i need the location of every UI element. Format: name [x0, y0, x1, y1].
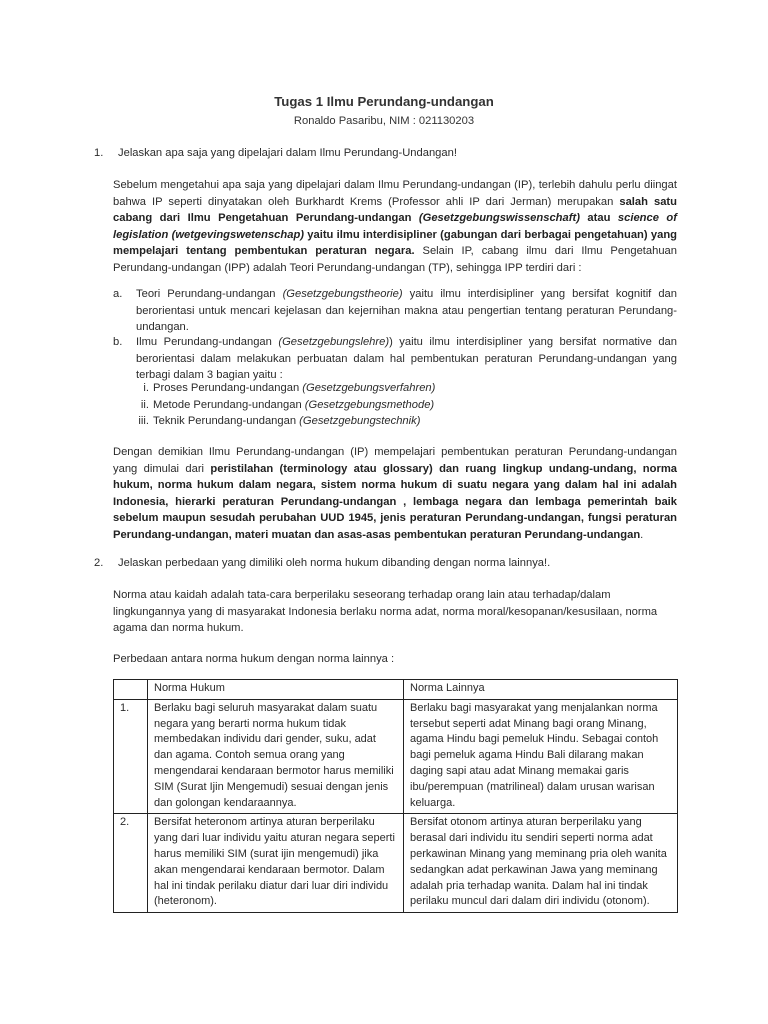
- document-author: Ronaldo Pasaribu, NIM : 021130203: [293, 115, 475, 127]
- bold-text: atau: [579, 212, 618, 224]
- sub-label: i.: [143, 382, 149, 394]
- q1-intro-paragraph: [113, 177, 677, 276]
- q2-table-intro: Perbedaan antara norma hukum dengan norma lainnya :: [113, 653, 395, 665]
- list-label: a.: [113, 288, 123, 300]
- sub-label: ii.: [140, 399, 149, 411]
- table-header-row: [114, 680, 678, 700]
- header-cell: Norma Hukum: [148, 680, 404, 700]
- bold-text: yaitu ilmu interdisipliner (gabungan dari berbagai pengetahuan) yang mempelajari tentang pembentukan peraturan negara.: [113, 228, 677, 257]
- bold-text: peristilahan (terminology atau glossary) dan ruang lingkup undang-undang, norma hukum, norma hukum dalam negara, sistem norma hukum di suatu negara yang dalam hal ini adalah Indonesia, hierarki peraturan Perundang-undangan , lembaga negara dan lembaga pemerintah baik sebelum maupun sesudah perubahan UUD 1945, jenis peraturan Perundang-undangan, fungsi peraturan Perundang-undangan, materi muatan dan asas-asas pembentukan peraturan Perundang-undangan: [113, 462, 678, 541]
- text: Teknik Perundang-undangan: [153, 415, 300, 427]
- sub-item: [123, 413, 420, 430]
- header-cell: [114, 680, 148, 700]
- comparison-table: [113, 679, 678, 913]
- norma-lainnya-cell: Bersifat otonom artinya aturan berperilaku yang berasal dari individu itu sendiri seperti norma adat perkawinan Minang yang meminang pria oleh wanita sedangkan adat perkawinan Jawa yang meminang adalah pria terhadap wanita. Dalam hal ini tindak perilaku muncul dari dalam diri individu (otonom).: [404, 814, 678, 913]
- text: Teori Perundang-undangan: [136, 288, 283, 300]
- italic-text: (Gesetzgebungslehre): [278, 336, 390, 348]
- question-text: Jelaskan apa saja yang dipelajari dalam Ilmu Perundang-Undangan!: [118, 147, 457, 159]
- text: Dengan demikian Ilmu Perundang-undangan (IP) mempelajari pembentukan peraturan Perundang-undangan yang dimulai dari: [113, 446, 677, 475]
- text: Proses Perundang-undangan: [153, 382, 303, 394]
- sub-item: [123, 397, 434, 414]
- text: .: [640, 528, 644, 541]
- bold-text: salah satu cabang dari Ilmu Pengetahuan Perundang-undangan: [113, 195, 677, 224]
- question-number: 2.: [94, 557, 104, 569]
- italic-text: (Gesetzgebungsmethode): [304, 399, 435, 411]
- row-number: 2.: [114, 814, 148, 913]
- header-cell: Norma Lainnya: [404, 680, 678, 700]
- norma-hukum-cell: Bersifat heteronom artinya aturan berperilaku yang dari luar individu yaitu aturan negara seperti harus memiliki SIM (surat ijin mengemudi) jika akan mengendarai kendaraan bermotor. Dalam hal ini tindak perilaku diatur dari luar diri individu (heteronom).: [148, 814, 404, 913]
- list-label: b.: [113, 336, 123, 348]
- sub-item: [123, 380, 435, 397]
- list-item-body: [136, 286, 677, 336]
- text: Metode Perundang-undangan: [153, 399, 305, 411]
- text: Selain IP, cabang ilmu dari Ilmu Pengetahuan Perundang-undangan (IPP) adalah Teori Perundang-undangan (TP), sehingga IPP terdiri dari :: [113, 245, 678, 274]
- italic-text: (Gesetzgebungsverfahren): [302, 382, 436, 394]
- list-item-body: [136, 334, 677, 384]
- document-title: Tugas 1 Ilmu Perundang-undangan: [274, 94, 494, 109]
- q2-paragraph: Norma atau kaidah adalah tata-cara berperilaku seseorang terhadap orang lain atau terhadap/dalam lingkungannya yang di masyarakat Indonesia berlaku norma adat, norma moral/kesopanan/kesusilaan, norma agama dan norma hukum.: [113, 589, 658, 634]
- question-text: Jelaskan perbedaan yang dimiliki oleh norma hukum dibanding dengan norma lainnya!.: [118, 557, 551, 569]
- row-number: 1.: [114, 699, 148, 814]
- text: Ilmu Perundang-undangan: [136, 336, 279, 348]
- table-row: [114, 699, 678, 814]
- bold-italic-text: (Gesetzgebungswissenschaft): [418, 212, 580, 224]
- text: yaitu ilmu interdisipliner yang bersifat kognitif dan berorientasi untuk mencari kejelasan dan kejernihan makna atau pengertian tentang peraturan Perundang-undangan.: [136, 288, 677, 333]
- norma-lainnya-cell: Berlaku bagi masyarakat yang menjalankan norma tersebut seperti adat Minang bagi orang Minang, agama Hindu bagi pemeluk Hindu. Sebagai contoh bagi pemeluk agama Hindu Bali dilarang makan daging sapi atau adat Minang memakai garis ibu/perempuan (matrilineal) dalam urusan warisan keluarga.: [404, 699, 678, 814]
- sub-label: iii.: [138, 415, 149, 427]
- norma-hukum-cell: Berlaku bagi seluruh masyarakat dalam suatu negara yang berarti norma hukum tidak membedakan individu dari gender, suku, adat dan agama. Contoh semua orang yang mengendarai kendaraan bermotor harus memiliki SIM (Surat Ijin Mengemudi) sesuai dengan jenis dan golongan kendaraannya.: [148, 699, 404, 814]
- italic-text: (Gesetzgebungstechnik): [299, 415, 421, 427]
- table-row: [114, 814, 678, 913]
- q1-summary-paragraph: [113, 444, 677, 543]
- italic-text: (Gesetzgebungstheorie): [282, 288, 403, 300]
- question-number: 1.: [94, 147, 104, 159]
- bold-italic-text: science of legislation (wetgevingswetenschap): [113, 212, 677, 241]
- text: ) yaitu ilmu interdisipliner yang bersifat normative dan berorientasi dalam melakukan perbuatan dalam hal pembentukan peraturan Perundang-undangan yang terbagi dalam 3 bagian yaitu :: [136, 336, 677, 381]
- text: Sebelum mengetahui apa saja yang dipelajari dalam Ilmu Perundang-undangan (IP), terlebih dahulu perlu diingat bahwa IP seperti dinyatakan oleh Burkhardt Krems (Professor ahli IP dari Jerman) merupakan: [113, 179, 677, 208]
